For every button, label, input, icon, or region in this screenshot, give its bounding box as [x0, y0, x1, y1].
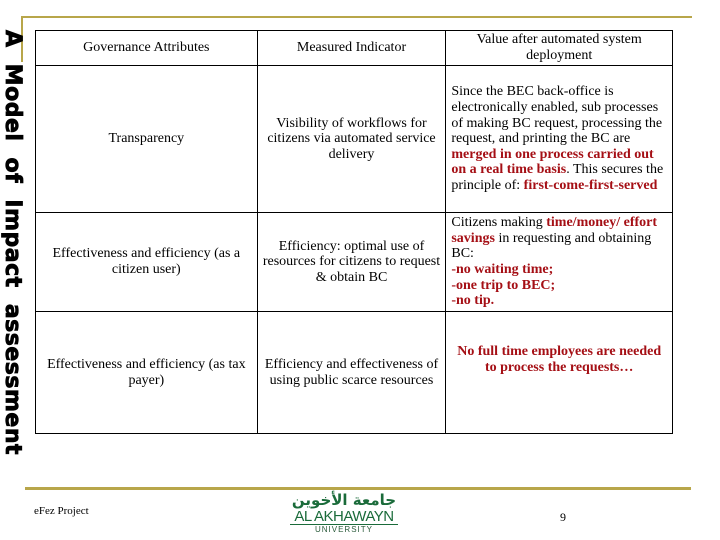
impact-table: [35, 30, 673, 434]
highlight-text: -no tip.: [451, 293, 495, 309]
highlight-text: merged in one process carried out on a real time basis: [451, 146, 654, 178]
header-cell: Measured Indicator: [257, 31, 446, 66]
value-cell: [446, 213, 673, 312]
attribute-cell: Effectiveness and efficiency (as tax payer): [36, 312, 258, 434]
header-cell: Value after automated system deployment: [446, 31, 673, 66]
highlight-text: -no waiting time;: [451, 262, 554, 277]
highlight-text: first-come-first-served: [523, 177, 658, 193]
highlight-text: time/money/ effort savings: [451, 215, 658, 246]
slide-title: A Model of Impact assessment: [0, 30, 25, 455]
bottom-rule: [25, 487, 691, 490]
indicator-cell: Efficiency and effectiveness of using public scarce resources: [257, 312, 446, 434]
top-rule: [22, 16, 692, 18]
header-cell: Governance Attributes: [36, 31, 258, 66]
value-text: in requesting and obtaining BC:: [451, 230, 652, 262]
table-row: [36, 66, 673, 213]
attribute-cell: Effectiveness and efficiency (as a citizen user): [36, 213, 258, 312]
indicator-cell: Efficiency: optimal use of resources for citizens to request & obtain BC: [257, 213, 446, 312]
table-row: [36, 213, 673, 312]
value-text: Since the BEC back-office is electronically enabled, sub processes of making BC request, processing the request, and printing the BC are: [451, 84, 663, 147]
highlight-text: -one trip to BEC;: [451, 277, 556, 293]
table-row: [36, 312, 673, 434]
value-text: . This secures the principle of:: [451, 162, 664, 193]
indicator-cell: Visibility of workflows for citizens via automated service delivery: [257, 66, 446, 213]
value-cell: [446, 66, 673, 213]
project-name: eFez Project: [34, 505, 89, 517]
highlight-text: No full time employees are needed to process the requests…: [457, 344, 662, 375]
header-row: [36, 31, 673, 66]
university-logo: [290, 492, 398, 535]
logo-name: AL AKHAWAYN: [290, 509, 398, 525]
page-number: 9: [560, 510, 566, 524]
value-text: Citizens making: [451, 215, 547, 231]
attribute-cell: Transparency: [36, 66, 258, 213]
logo-sub: UNIVERSITY: [314, 525, 373, 534]
logo-arabic: جامعة الأخوين: [291, 491, 397, 509]
value-cell: [446, 312, 673, 434]
